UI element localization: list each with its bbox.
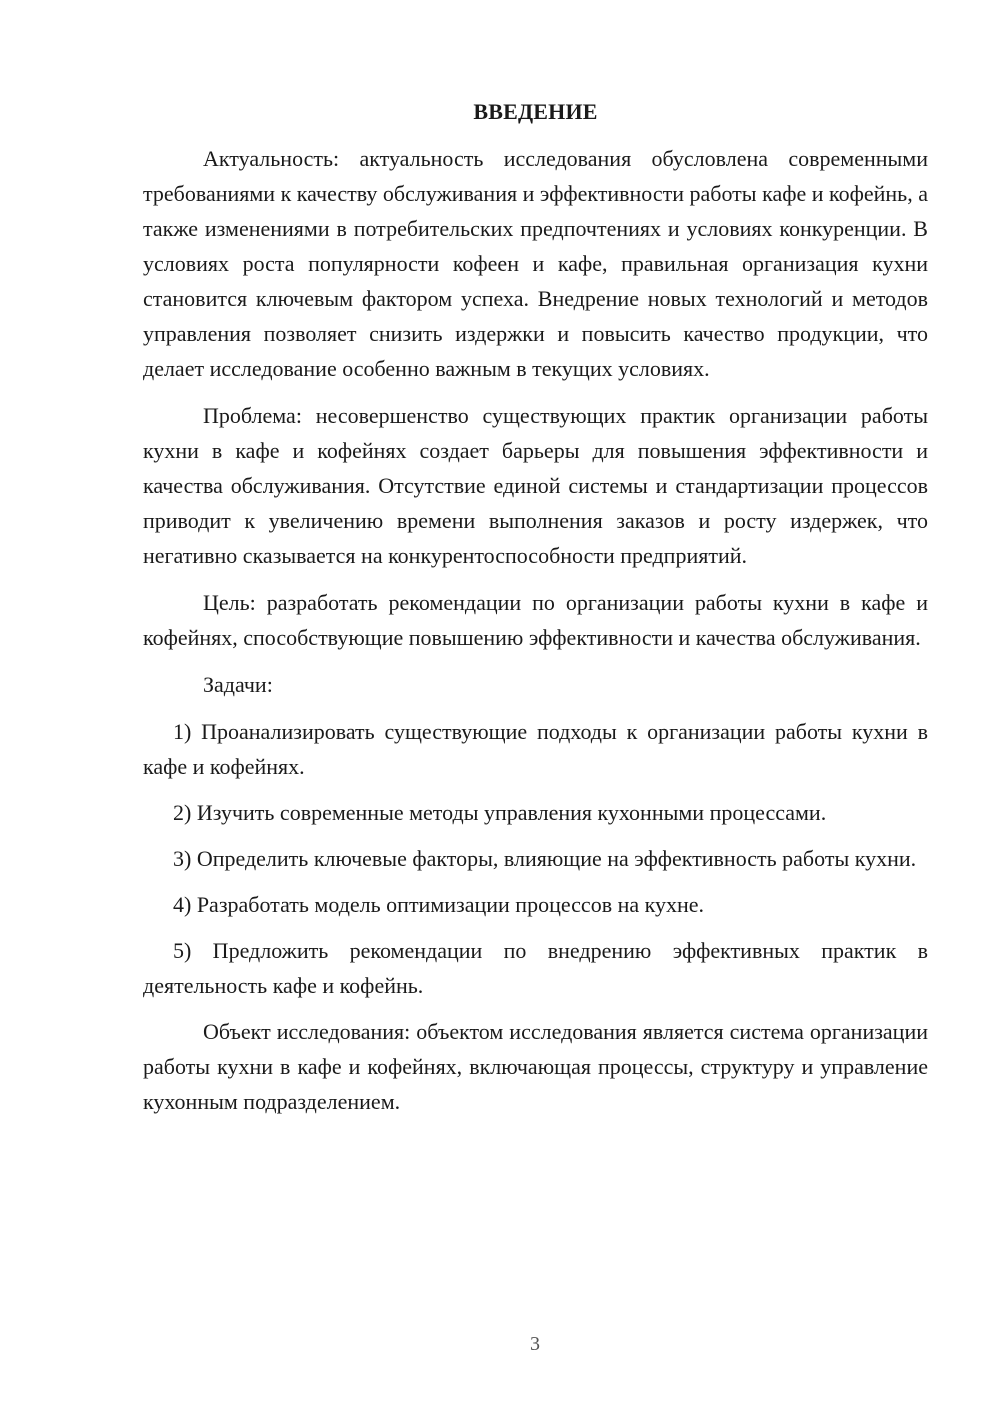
- task-item: 4) Разработать модель оптимизации процессов на кухне.: [173, 892, 705, 917]
- goal-paragraph: Цель: разработать рекомендации по организации работы кухни в кафе и кофейнях, способствующие повышению эффективности и качества обслуживания.: [143, 590, 928, 650]
- relevance-paragraph: Актуальность: актуальность исследования обусловлена современными требованиями к качеству обслуживания и эффективности работы кафе и кофейнь, а также изменениями в потребительских предпочтениях и условиях конкуренции. В условиях роста популярности кофеен и кафе, правильная организация кухни становится ключевым фактором успеха. Внедрение новых технологий и методов управления позволяет снизить издержки и повысить качество продукции, что делает исследование особенно важным в текущих условиях.: [143, 146, 928, 381]
- tasks-list: [143, 714, 928, 1003]
- object-paragraph: Объект исследования: объектом исследования является система организации работы кухни в кафе и кофейнях, включающая процессы, структуру и управление кухонным подразделением.: [143, 1019, 928, 1114]
- task-item: 1) Проанализировать существующие подходы к организации работы кухни в кафе и кофейнях.: [143, 719, 928, 779]
- task-item: 5) Предложить рекомендации по внедрению эффективных практик в деятельность кафе и кофейнь.: [143, 938, 928, 998]
- task-item: 3) Определить ключевые факторы, влияющие на эффективность работы кухни.: [173, 846, 917, 871]
- section-title: ВВЕДЕНИЕ: [473, 99, 598, 124]
- document-page: [143, 94, 928, 1131]
- problem-paragraph: Проблема: несовершенство существующих практик организации работы кухни в кафе и кофейнях создает барьеры для повышения эффективности и качества обслуживания. Отсутствие единой системы и стандартизации процессов приводит к увеличению времени выполнения заказов и росту издержек, что негативно сказывается на конкурентоспособности предприятий.: [143, 403, 928, 568]
- page-number: 3: [530, 1333, 540, 1355]
- tasks-heading: Задачи:: [203, 672, 273, 697]
- task-item: 2) Изучить современные методы управления кухонными процессами.: [173, 800, 827, 825]
